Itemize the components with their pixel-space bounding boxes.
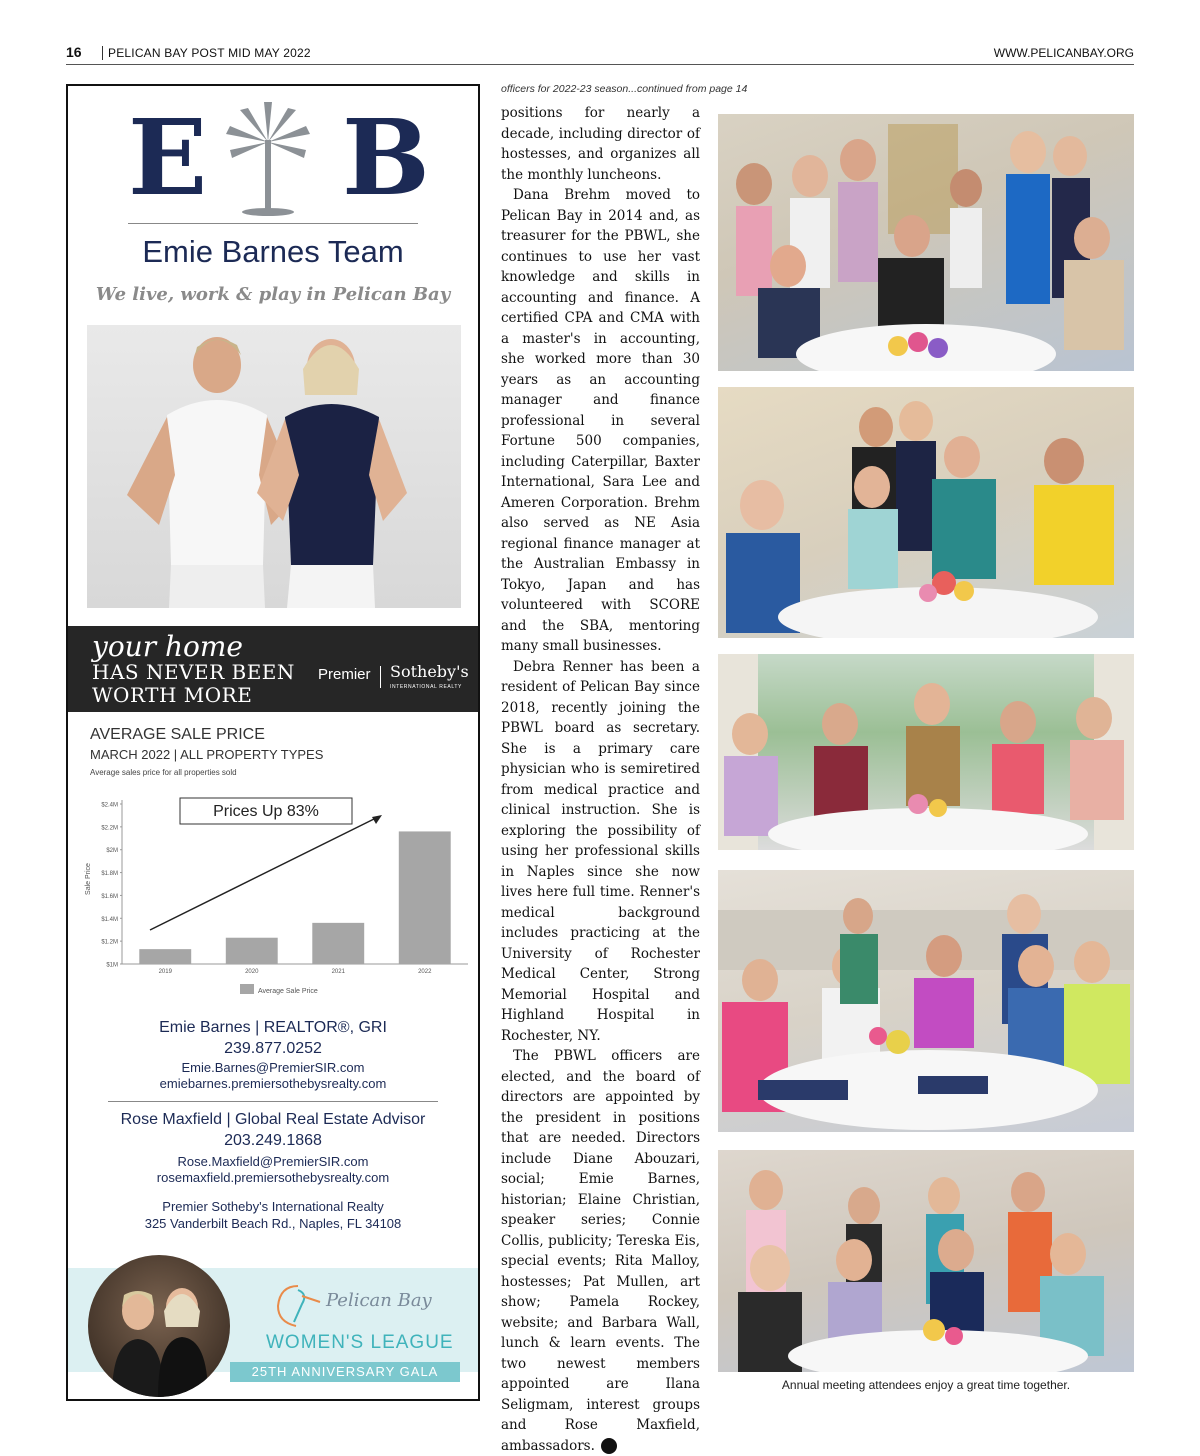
x-tick-label: 2019	[158, 969, 172, 975]
agent2-website[interactable]: rosemaxfield.premiersothebysrealty.com	[156, 1170, 390, 1185]
end-mark-icon	[601, 1438, 617, 1454]
header-divider	[102, 46, 103, 60]
y-tick-label: $2M	[106, 848, 118, 855]
chart-title: AVERAGE SALE PRICE	[90, 726, 265, 743]
bar-2022	[399, 831, 451, 964]
event-photo-5	[718, 1150, 1134, 1372]
continued-note: officers for 2022-23 season...continued from page 14	[501, 83, 748, 95]
agent1-email[interactable]: Emie.Barnes@PremierSIR.com	[181, 1060, 365, 1075]
y-tick-label: $2.2M	[101, 825, 118, 832]
team-name: Emie Barnes Team	[142, 234, 404, 269]
pelican-logo-icon	[268, 1282, 328, 1330]
agent1-name-title: Emie Barnes | REALTOR®, GRI	[159, 1019, 387, 1036]
y-tick-label: $1.2M	[101, 939, 118, 946]
y-tick-label: $1.4M	[101, 916, 118, 923]
event-photo-4	[718, 870, 1134, 1132]
website-link[interactable]: WWW.PELICANBAY.ORG	[993, 46, 1134, 60]
office-name: Premier Sotheby's International Realty	[162, 1199, 384, 1214]
x-tick-label: 2020	[245, 969, 259, 975]
chart-annotation: Prices Up 83%	[213, 803, 319, 820]
y-tick-label: $1.6M	[101, 893, 118, 900]
agent2-email[interactable]: Rose.Maxfield@PremierSIR.com	[177, 1154, 369, 1169]
y-tick-label: $2.4M	[101, 802, 118, 809]
logo-letter-b: B	[342, 96, 430, 219]
article-paragraph: positions for nearly a decade, including director of hostesses, and organizes all the monthly luncheons.	[501, 105, 700, 183]
page-header	[66, 44, 1134, 65]
banner-line-2: HAS NEVER BEEN	[92, 660, 295, 684]
real-estate-ad	[66, 84, 480, 1401]
logo-divider	[128, 223, 418, 224]
contact-divider	[108, 1101, 438, 1102]
logo-letter-e: E	[128, 96, 208, 219]
article-paragraph: Dana Brehm moved to Pelican Bay in 2014 and, as treasurer for the PBWL, she continues to use her vast knowledge and skills in accounting and finance. A certified CPA and CMA with a master's in accounting, she worked more than 30 years as an accounting manager and finance professional in several Fortune 500 companies, including Caterpillar, Baxter International, Sara Lee and Ameren Corporation. Brehm also served as NE Asia regional finance manager at the Australian Embassy in Tokyo, Japan and has volunteered with SCORE and the SBA, mentoring many small businesses.	[501, 187, 700, 654]
page-number: 16	[66, 44, 82, 60]
bar-2020	[226, 938, 278, 964]
sothebys-banner	[68, 626, 478, 712]
bar-2019	[139, 949, 191, 964]
trend-arrow	[150, 818, 376, 930]
chart-subtitle: MARCH 2022 | ALL PROPERTY TYPES	[90, 747, 324, 762]
gala-pelican-bay: Pelican Bay	[326, 1290, 432, 1311]
publication-title: PELICAN BAY POST MID MAY 2022	[108, 46, 311, 60]
gala-anniversary: 25TH ANNIVERSARY GALA	[230, 1362, 460, 1382]
brand-international: INTERNATIONAL REALTY	[390, 684, 462, 690]
gala-womens-league: WOMEN'S LEAGUE	[266, 1332, 454, 1353]
agent1-website[interactable]: emiebarnes.premiersothebysrealty.com	[159, 1076, 387, 1091]
x-tick-label: 2022	[418, 969, 432, 975]
event-photo-2	[718, 387, 1134, 638]
photo-caption: Annual meeting attendees enjoy a great time together.	[781, 1378, 1071, 1392]
agent2-name-title: Rose Maxfield | Global Real Estate Advisor	[120, 1111, 426, 1128]
article-body	[501, 103, 700, 1456]
gala-banner	[68, 1268, 478, 1379]
eb-logo	[128, 96, 430, 230]
agent2-phone[interactable]: 203.249.1868	[224, 1132, 322, 1149]
gala-photo	[88, 1255, 230, 1397]
event-photo-3	[718, 654, 1134, 850]
x-tick-label: 2021	[331, 969, 345, 975]
article-paragraph: Debra Renner has been a resident of Pelican Bay since 2018, recently joining the PBWL board as secretary. She is a primary care physician who is semiretired from medical practice and clinical instruction. She is exploring the possibility of using her professional skills in Naples since she now lives here full time. Renner's medical background includes practicing at the University of Rochester Medical Center, Strong Memorial Hospital and Highland Hospital in Rochester, NY.	[501, 658, 700, 1044]
team-tagline: We live, work & play in Pelican Bay	[95, 284, 451, 305]
y-tick-label: $1M	[106, 962, 118, 969]
banner-script-text: your home	[92, 630, 244, 663]
brand-divider	[380, 666, 381, 688]
sale-price-chart	[76, 784, 472, 1004]
legend-swatch	[240, 984, 254, 994]
y-tick-label: $1.8M	[101, 871, 118, 878]
agent1-phone[interactable]: 239.877.0252	[224, 1040, 322, 1057]
legend-label: Average Sale Price	[258, 988, 318, 995]
chart-note: Average sales price for all properties sold	[90, 768, 237, 777]
trend-arrow-head	[372, 815, 382, 824]
office-address: 325 Vanderbilt Beach Rd., Naples, FL 34108	[144, 1216, 402, 1231]
agents-photo	[87, 325, 461, 608]
event-photo-1	[718, 114, 1134, 371]
article-paragraph	[501, 1046, 700, 1456]
banner-line-3: WORTH MORE	[92, 683, 253, 707]
article-paragraph-text: The PBWL officers are elected, and the board of directors are appointed by the president in positions that are needed. Directors include Diane Abouzari, social; Emie Barnes, historian; Elaine Christian, speaker series; Connie Collis, publicity; Tereska Eis, special events; Rita Malloy, hostesses; Pat Mullen, art show; Pamela Rockey, website; and Barbara Wall, lunch & learn events. The two newest members appointed are Ilana Seligmam, interest groups and Rose Maxfield, ambassadors.	[501, 1048, 700, 1454]
palm-tree-icon	[220, 100, 316, 218]
y-axis-label: Sale Price	[85, 863, 92, 895]
brand-premier: Premier	[318, 666, 371, 683]
bar-2021	[312, 923, 364, 964]
brand-sothebys: Sotheby's	[390, 662, 469, 681]
